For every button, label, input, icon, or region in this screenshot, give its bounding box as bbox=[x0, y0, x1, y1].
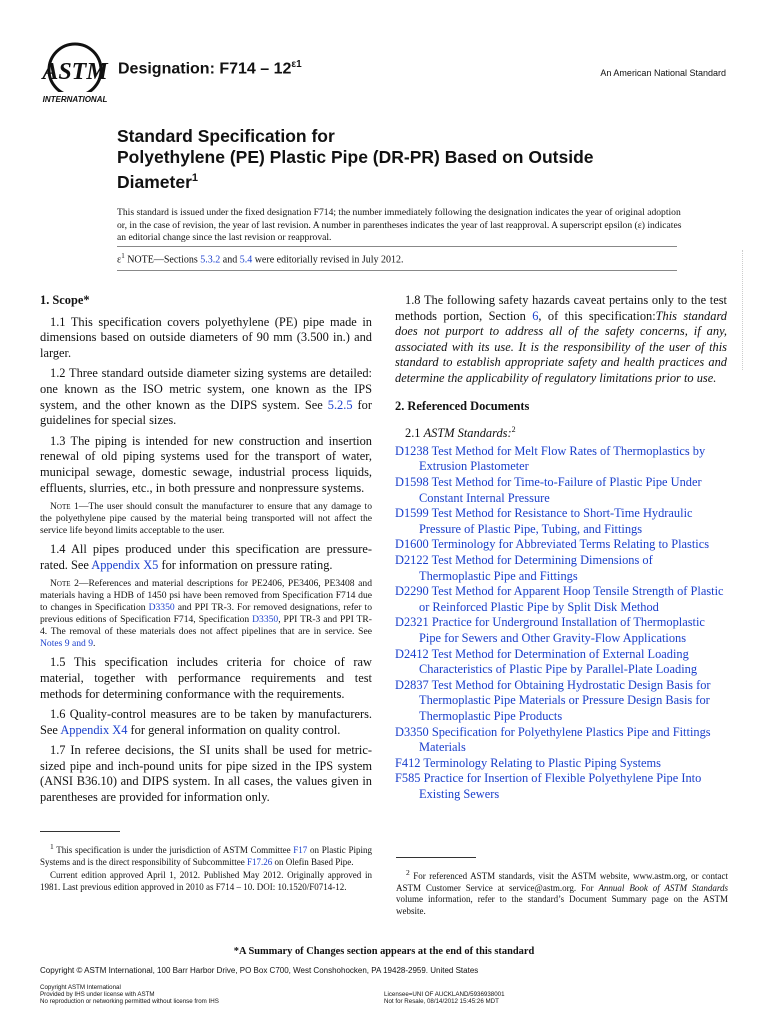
side-margin-mark bbox=[742, 250, 750, 370]
reference-title-link[interactable]: Test Method for Determining Dimensions of Thermoplastic Pipe and Fittings bbox=[419, 553, 653, 583]
license-right: Licensee=UNI OF AUCKLAND/5936938001 Not for Resale, 08/14/2012 15:45:26 MDT bbox=[384, 991, 505, 1006]
reference-title-link[interactable]: Test Method for Time-to-Failure of Plastic Pipe Under Constant Internal Pressure bbox=[419, 475, 702, 505]
right-column bbox=[395, 293, 727, 803]
reference-title-link[interactable]: Test Method for Resistance to Short-Time Hydraulic Pressure of Plastic Pipe, Tubing, and Fittings bbox=[419, 506, 693, 536]
footnote-divider bbox=[40, 831, 120, 832]
para-1-6: 1.6 Quality-control measures are to be taken by manufacturers. See Appendix X4 for general information on quality control. bbox=[40, 707, 372, 737]
reference-title-link[interactable]: Test Method for Determination of External Loading Characteristics of Plastic Pipe by Parallel-Plate Loading bbox=[419, 646, 698, 677]
logo-sub-text: INTERNATIONAL bbox=[42, 95, 108, 104]
title-line-3: Diameter$^1$ bbox=[117, 171, 199, 192]
license-left: Copyright ASTM International Provided by IHS under license with ASTM No reproduction or networking permitted without license from IHS bbox=[40, 984, 219, 1006]
subsection-astm-standards: 2.1 ASTM Standards:$^2$ bbox=[405, 425, 516, 441]
reference-item bbox=[395, 584, 727, 615]
reference-code-link[interactable]: D1600 bbox=[395, 537, 429, 552]
reference-title-link[interactable]: Test Method for Apparent Hoop Tensile Strength of Plastic or Reinforced Plastic Pipe by Split Disk Method bbox=[419, 584, 724, 614]
link-d3350[interactable]: D3350 bbox=[252, 614, 279, 626]
para-1-1: 1.1 This specification covers polyethylene (PE) pipe made in dimensions based on outside diameters of 90 mm (3.500 in.) and larger. bbox=[40, 314, 372, 360]
divider bbox=[117, 246, 677, 247]
reference-code-link[interactable]: D2321 bbox=[395, 615, 429, 630]
reference-item bbox=[395, 678, 727, 725]
intro-text: This standard is issued under the fixed designation F714; the number immediately following the designation indicates the year of original adoption or, in the case of revision, the year of last revision. A number in parentheses indicates the year of last reapproval. A superscript epsilon (ε) indicates an editorial change since the last revision or reapproval. bbox=[117, 207, 682, 243]
para-1-5: 1.5 This specification includes criteria for choice of raw material, together with performance requirements and test methods for determining conformance with the requirements. bbox=[40, 655, 372, 701]
reference-code-link[interactable]: D1598 bbox=[395, 475, 429, 490]
document-title bbox=[117, 126, 677, 193]
reference-code-link[interactable]: F585 bbox=[395, 771, 421, 786]
editorial-note: $\varepsilon^1$ NOTE—Sections 5.3.2 and 5.4 were editorially revised in July 2012. bbox=[117, 252, 404, 266]
link-f17-26[interactable]: F17.26 bbox=[246, 856, 273, 867]
section-heading-referenced-documents: 2. Referenced Documents bbox=[395, 398, 530, 413]
reference-title-link[interactable]: Terminology for Abbreviated Terms Relating to Plastics bbox=[431, 537, 710, 552]
reference-code-link[interactable]: D1238 bbox=[395, 443, 429, 458]
designation-epsilon: ε1 bbox=[291, 59, 302, 70]
link-5-2-5[interactable]: 5.2.5 bbox=[327, 397, 353, 412]
footnote-1: $^1$ This specification is under the jurisdiction of ASTM Committee F17 on Plastic Piping Systems and is the direct responsibility of Subcommittee F17.26 on Olefin Based Pipe. Current edition approved April 1, 2012. Published May 2012. Originally approved in 1981. Last previous edition approved in 2010 as F714 – 10. DOI: 10.1520/F0714-12. bbox=[40, 842, 372, 892]
reference-title-link[interactable]: Test Method for Obtaining Hydrostatic Design Basis for Thermoplastic Pipe Materials or Pressure Design Basis for Thermoplastic Pipe Products bbox=[419, 677, 711, 723]
reference-code-link[interactable]: F412 bbox=[395, 755, 421, 770]
reference-item bbox=[395, 725, 727, 756]
reference-title-link[interactable]: Specification for Polyethylene Plastics Pipe and Fittings Materials bbox=[419, 724, 711, 755]
reference-item bbox=[395, 506, 727, 537]
link-f17[interactable]: F17 bbox=[293, 845, 308, 855]
summary-of-changes-note: *A Summary of Changes section appears at the end of this standard bbox=[233, 946, 535, 957]
divider bbox=[117, 270, 677, 271]
link-section-5-3-2[interactable]: 5.3.2 bbox=[200, 254, 221, 266]
para-1-8: 1.8 The following safety hazards caveat pertains only to the test methods portion, Section 6, of this specification:This standard does not purport to address all of the safety concerns, if any, associated with its use. It is the responsibility of the user of this standard to establish appropriate safety and health practices and determine the applicability of regulatory limitations prior to use. bbox=[395, 293, 727, 385]
reference-title-link[interactable]: Practice for Insertion of Flexible Polyethylene Pipe Into Existing Sewers bbox=[419, 771, 702, 801]
reference-title-link[interactable]: Terminology Relating to Plastic Piping Systems bbox=[423, 755, 662, 770]
logo-mark-text: ASTM bbox=[42, 59, 108, 85]
reference-item bbox=[395, 771, 727, 802]
link-appendix-x5[interactable]: Appendix X5 bbox=[91, 557, 159, 572]
para-1-3: 1.3 The piping is intended for new construction and insertion renewal of old piping systems used for the transport of water, municipal sewage, domestic sewage, industrial process liquids, effluents, slurries, etc., in both pressure and nonpressure systems. bbox=[40, 433, 372, 495]
reference-item bbox=[395, 615, 727, 646]
left-column bbox=[40, 293, 372, 811]
reference-title-link[interactable]: Practice for Underground Installation of Thermoplastic Pipe for Sewers and Other Gravity-Flow Applications bbox=[419, 615, 705, 645]
reference-item bbox=[395, 537, 727, 553]
para-1-4: 1.4 All pipes produced under this specification are pressure-rated. See Appendix X5 for information on pressure rating. bbox=[40, 542, 372, 572]
reference-item bbox=[395, 647, 727, 678]
reference-code-link[interactable]: D1599 bbox=[395, 506, 429, 521]
reference-code-link[interactable]: D3350 bbox=[395, 724, 429, 739]
link-d3350[interactable]: D3350 bbox=[148, 602, 175, 614]
standard-type: An American National Standard bbox=[600, 68, 726, 78]
title-footnote-marker: 1 bbox=[191, 172, 199, 184]
link-section-5-4[interactable]: 5.4 bbox=[239, 254, 253, 266]
reference-item bbox=[395, 756, 727, 772]
link-appendix-x4[interactable]: Appendix X4 bbox=[60, 722, 128, 737]
footnote-divider bbox=[396, 857, 476, 858]
footnote-2: $^2$ For referenced ASTM standards, visit the ASTM website, www.astm.org, or contact ASTM Customer Service at service@astm.org. For Annual Book of ASTM Standards volume information, refer to the standard’s Document Summary page on the ASTM website. bbox=[396, 868, 728, 916]
reference-title-link[interactable]: Test Method for Melt Flow Rates of Thermoplastics by Extrusion Plastometer bbox=[419, 443, 706, 474]
para-1-7: 1.7 In referee decisions, the SI units shall be used for metric-sized pipe and inch-pound units for pipe sized in the IPS system (ANSI B36.10) and DIPS system. In all cases, the values given in parentheses are provided for information only. bbox=[40, 743, 372, 805]
astm-logo bbox=[40, 42, 110, 108]
designation-label: Designation: F714 – 12 bbox=[118, 60, 292, 78]
note-2: Note 2—References and material descriptions for PE2406, PE3406, PE3408 and materials having a HDB of 1450 psi have been removed from Specification F714 due to changes in Specification D3350 and PPI TR-3. For removed designations, refer to previous editions of Specification F714, Specification D3350, PPI TR-3 and PPI TR-4. The removal of these materials does not affect pipelines that are in service. See Notes 9 and 9. bbox=[40, 578, 372, 650]
reference-code-link[interactable]: D2290 bbox=[395, 584, 429, 599]
link-section-6[interactable]: 6 bbox=[532, 308, 539, 323]
designation bbox=[118, 59, 302, 78]
reference-code-link[interactable]: D2412 bbox=[395, 646, 429, 661]
reference-item bbox=[395, 553, 727, 584]
reference-item bbox=[395, 475, 727, 506]
para-1-2: 1.2 Three standard outside diameter sizing systems are detailed: one known as the ISO metric system, one known as the IPS system, and the other known as the DIPS system. See 5.2.5 for guidelines for special sizes. bbox=[40, 366, 373, 428]
link-notes-9[interactable]: Notes 9 and 9 bbox=[40, 638, 94, 650]
reference-item bbox=[395, 444, 727, 475]
copyright-line: Copyright © ASTM International, 100 Barr Harbor Drive, PO Box C700, West Conshohocken, PA 19428-2959. United States bbox=[40, 966, 479, 975]
reference-list bbox=[395, 444, 727, 803]
title-line-2: Polyethylene (PE) Plastic Pipe (DR-PR) Based on Outside bbox=[117, 147, 594, 167]
section-heading-scope: 1. Scope* bbox=[40, 293, 90, 307]
note-1: Note 1—The user should consult the manufacturer to ensure that any damage to the polyethylene pipe caused by the material being transported will not affect the service life beyond limits acceptable to the user. bbox=[40, 501, 373, 537]
title-line-1: Standard Specification for bbox=[117, 126, 335, 146]
reference-code-link[interactable]: D2122 bbox=[395, 553, 429, 568]
reference-code-link[interactable]: D2837 bbox=[395, 677, 429, 692]
